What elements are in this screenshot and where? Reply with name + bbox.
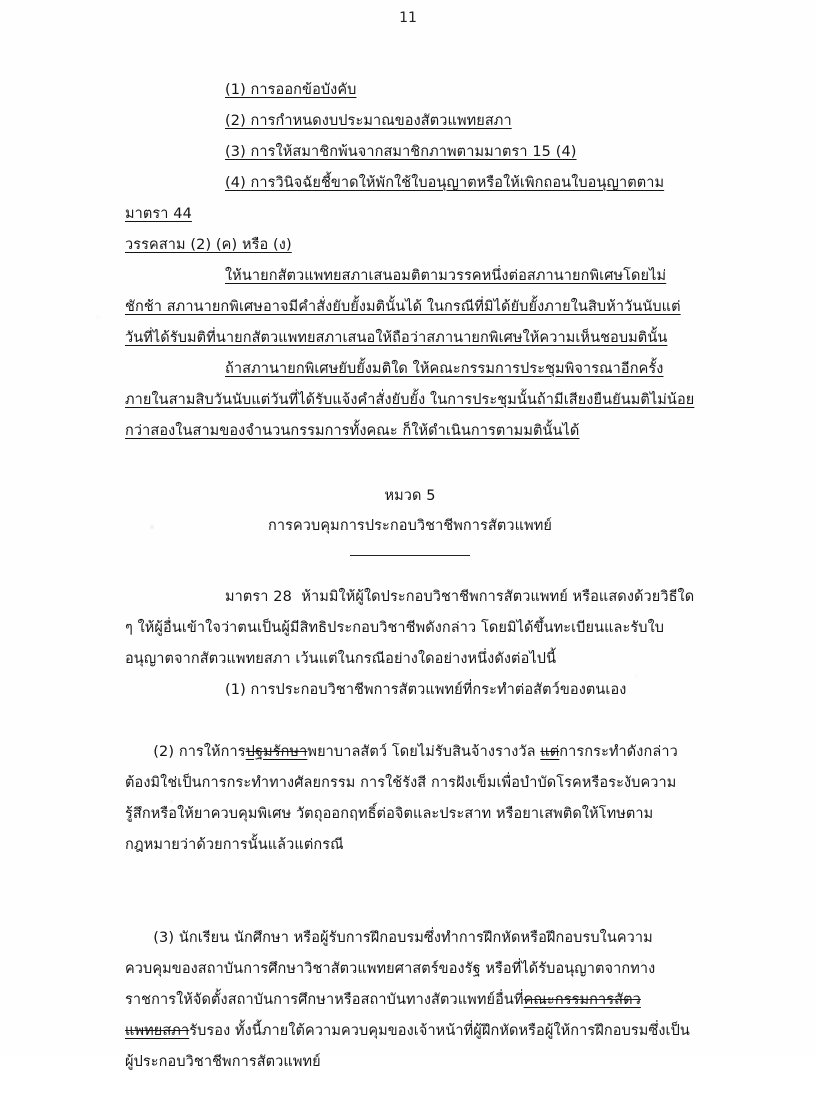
chapter-title: การควบคุมการประกอบวิชาชีพการสัตวแพทย์ bbox=[268, 518, 552, 534]
page-number: 11 bbox=[399, 10, 417, 26]
list-item-2: (2) การกำหนดงบประมาณของสัตวแพทยสภา bbox=[225, 113, 512, 129]
document-body bbox=[125, 75, 699, 1109]
list-item-4: (4) การวินิจฉัยชี้ขาดให้พักใช้ใบอนุญาตหรือให้เพิกถอนใบอนุญาตตามมาตรา 44 bbox=[125, 175, 665, 222]
item-3-edited-word: คณะกรรมการสัตวแพทยสภา bbox=[125, 992, 641, 1039]
item-2-edited-word-2: แต่ bbox=[540, 744, 560, 760]
section-28-item-3 bbox=[125, 892, 695, 1109]
list-item-1: (1) การออกข้อบังคับ bbox=[225, 82, 357, 98]
list-item-3: (3) การให้สมาชิกพ้นจากสมาชิกภาพตามมาตรา 15 (4) bbox=[225, 144, 577, 160]
item-3-part-1: (3) นักเรียน นักศึกษา หรือผู้รับการฝึกอบรมซึ่งทำการฝึกหัดหรือฝึกอบรบในความควบคุมของสถาบันการศึกษาวิชาสัตวแพทยศาสตร์ของรัฐ หรือที่ได้รับอนุญาตจากทางราชการให้จัดตั้งสถาบันการศึกษาหรือสถาบันทางสัตวแพทย์อื่นที่ bbox=[125, 930, 656, 1008]
item-2-part-1: (2) การให้การ bbox=[153, 744, 246, 760]
item-2-edited-word-1: ปฐมรักษา bbox=[245, 744, 308, 760]
section-28-paragraph: มาตรา 28 ห้ามมิให้ผู้ใดประกอบวิชาชีพการสัตวแพทย์ หรือแสดงด้วยวิธีใด ๆ ให้ผู้อื่นเข้าใจว่าตนเป็นผู้มีสิทธิประกอบวิชาชีพดังกล่าว โดยมิได้ขึ้นทะเบียนและรับใบอนุญาตจากสัตวแพทยสภา เว้นแต่ในกรณีอย่างใดอย่างหนึ่งดังต่อไปนี้ bbox=[125, 589, 699, 667]
item-3-part-2: รับรอง ทั้งนี้ภายใต้ความควบคุมของเจ้าหน้าที่ผู้ฝึกหัดหรือผู้ให้การฝึกอบรมซึ่งเป็นผู้ประกอบวิชาชีพการสัตวแพทย์ bbox=[125, 1023, 690, 1070]
paragraph-veto-reconsider: ถ้าสภานายกพิเศษยับยั้งมติใด ให้คณะกรรมการประชุมพิจารณาอีกครั้งภายในสามสิบวันนับแต่วันที่ได้รับแจ้งคำสั่งยับยั้ง ในการประชุมนั้นถ้ามีเสียงยืนยันมติไม่น้อยกว่าสองในสามของจำนวนกรรมการทั้งคณะ ก็ให้ดำเนินการตามมตินั้นได้ bbox=[125, 361, 695, 439]
paragraph-veto-notice: ให้นายกสัตวแพทยสภาเสนอมติตามวรรคหนึ่งต่อสภานายกพิเศษโดยไม่ชักช้า สภานายกพิเศษอาจมีคำสั่งยับยั้งมตินั้นได้ ในกรณีที่มิได้ยับยั้งภายในสิบห้าวันนับแต่วันที่ได้รับมติที่นายกสัตวแพทยสภาเสนอให้ถือว่าสภานายกพิเศษให้ความเห็นชอบมตินั้น bbox=[125, 268, 681, 346]
item-2-part-2: พยาบาลสัตว์ โดยไม่รับสินจ้างรางวัล bbox=[307, 744, 541, 760]
chapter-heading: หมวด 5 bbox=[384, 488, 436, 504]
section-28-item-2 bbox=[125, 706, 695, 892]
item-2-part-3: การกระทำดังกล่าวต้องมิใช่เป็นการกระทำทางศัลยกรรม การใช้รังสี การฝังเข็มเพื่อบำบัดโรคหรือระงับความรู้สึกหรือให้ยาควบคุมพิเศษ วัตถุออกฤทธิ์ต่อจิตและประสาท หรือยาเสพติดให้โทษตามกฎหมายว่าด้วยการนั้นแล้วแต่กรณี bbox=[125, 744, 678, 853]
list-item-4-continuation: วรรคสาม (2) (ค) หรือ (ง) bbox=[125, 237, 292, 253]
section-28-item-1: (1) การประกอบวิชาชีพการสัตวแพทย์ที่กระทำต่อสัตว์ของตนเอง bbox=[225, 682, 627, 698]
